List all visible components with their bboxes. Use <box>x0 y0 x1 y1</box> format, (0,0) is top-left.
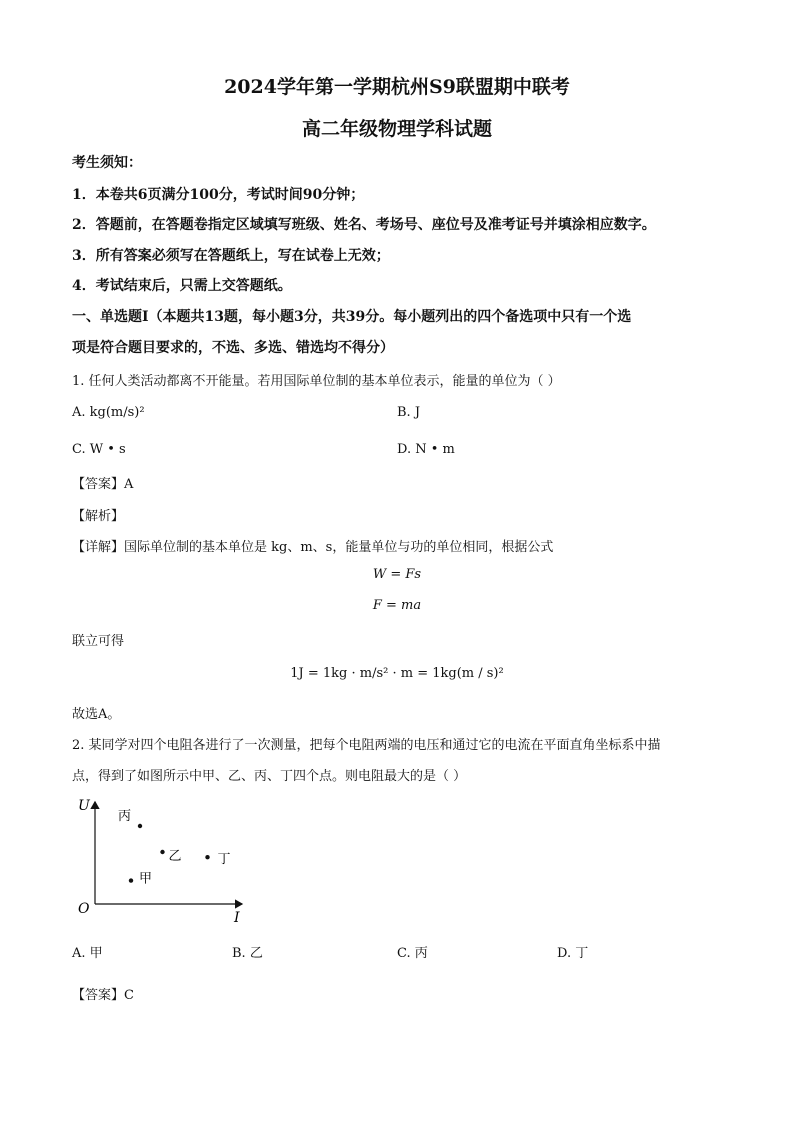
graph-point <box>205 855 209 859</box>
notice-item: 3．所有答案必须写在答题纸上，写在试卷上无效； <box>72 248 390 264</box>
q1-formula-force: F = ma <box>372 598 422 613</box>
graph-point-label: 甲 <box>139 871 153 887</box>
q1-option-a: A. kg(m/s)² <box>72 405 145 420</box>
q2-answer: 【答案】C <box>72 988 134 1003</box>
q1-option-d: D. N • m <box>397 442 455 457</box>
q2-option-a: A. 甲 <box>72 946 103 961</box>
graph-points <box>118 809 231 887</box>
y-axis-label: U <box>78 798 90 814</box>
notice-item: 1．本卷共6页满分100分，考试时间90分钟； <box>72 187 365 203</box>
x-axis-label: I <box>234 910 240 926</box>
graph-point <box>160 850 164 854</box>
graph-point-label: 丙 <box>118 809 132 824</box>
graph-point-label: 乙 <box>168 849 182 864</box>
q1-formula-result: 1J = 1kg · m/s² · m = 1kg(m / s)² <box>290 666 504 681</box>
section-heading-line1: 一、单选题Ⅰ（本题共13题，每小题3分，共39分。每小题列出的四个备选项中只有一个选 <box>72 309 632 325</box>
q1-answer: 【答案】A <box>72 477 134 492</box>
q1-analysis: 【解析】 <box>72 509 125 524</box>
q2-option-b: B. 乙 <box>232 946 263 961</box>
q1-option-b: B. J <box>397 405 421 420</box>
q2-stem-line1: 2. 某同学对四个电阻各进行了一次测量，把每个电阻两端的电压和通过它的电流在平面直角坐标系中描 <box>72 738 661 753</box>
graph-point <box>138 824 142 828</box>
exam-title: 2024学年第一学期杭州S9联盟期中联考 <box>224 76 570 98</box>
q2-option-c: C. 丙 <box>397 946 428 961</box>
q1-formula-work: W = Fs <box>372 567 422 582</box>
q1-stem: 1. 任何人类活动都离不开能量。若用国际单位制的基本单位表示，能量的单位为（ ） <box>72 374 561 389</box>
graph-point-label: 丁 <box>217 852 231 868</box>
notice-heading: 考生须知： <box>72 155 142 171</box>
graph-point <box>129 878 133 882</box>
notice-item: 4．考试结束后，只需上交答题纸。 <box>72 278 292 294</box>
ui-graph <box>70 792 260 927</box>
q2-option-d: D. 丁 <box>557 946 589 961</box>
origin-label: O <box>78 901 90 917</box>
q1-option-c: C. W • s <box>72 442 126 457</box>
notice-item: 2．答题前，在答题卷指定区域填写班级、姓名、考场号、座位号及准考证号并填涂相应数字。 <box>72 217 656 233</box>
section-heading-line2: 项是符合题目要求的，不选、多选、错选均不得分） <box>72 340 394 356</box>
q2-stem-line2: 点，得到了如图所示中甲、乙、丙、丁四个点。则电阻最大的是（ ） <box>72 769 467 784</box>
q1-detail: 【详解】国际单位制的基本单位是 kg、m、s，能量单位与功的单位相同，根据公式 <box>72 540 554 555</box>
exam-subtitle: 高二年级物理学科试题 <box>301 118 492 140</box>
q1-combine: 联立可得 <box>72 634 125 649</box>
q1-conclusion: 故选A。 <box>72 707 121 722</box>
